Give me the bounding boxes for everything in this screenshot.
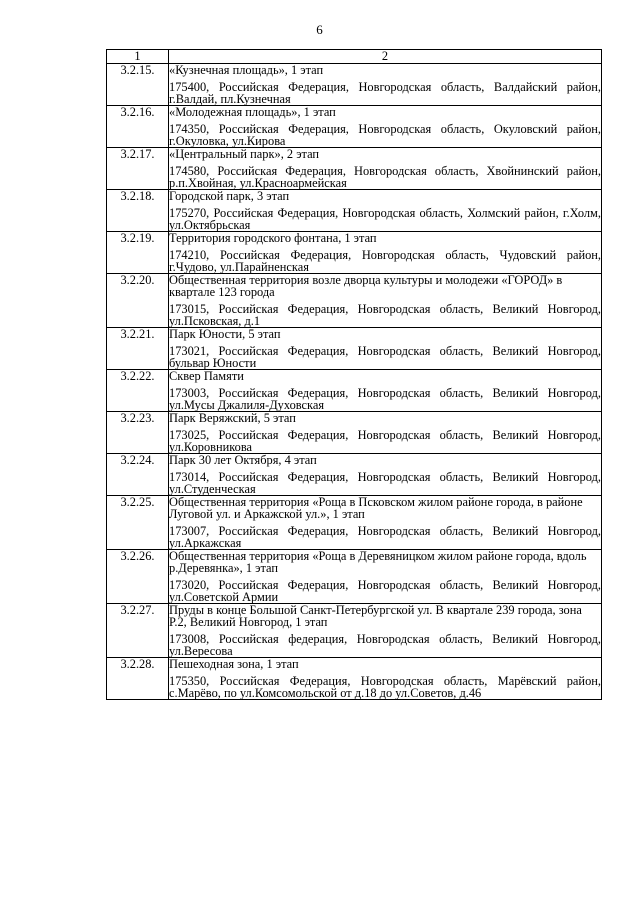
item-address: 175270, Российская Федерация, Новгородская область, Холмский район, г.Холм, ул.Октябрьская [169, 206, 601, 232]
item-title: Общественная территория «Роща в Деревяницком жилом районе города, вдоль р.Деревянка», 1 этап [169, 549, 587, 575]
item-number: 3.2.19. [107, 232, 169, 274]
objects-table [106, 49, 602, 700]
item-description [169, 328, 602, 370]
item-address: 173021, Российская Федерация, Новгородская область, Великий Новгород, бульвар Юности [169, 344, 601, 370]
item-title: Парк Веряжский, 5 этап [169, 411, 296, 425]
column-header-1: 1 [107, 50, 169, 64]
table-row [107, 604, 602, 658]
item-address: 173025, Российская Федерация, Новгородская область, Великий Новгород, ул.Коровникова [169, 428, 601, 454]
item-description [169, 190, 602, 232]
item-number: 3.2.18. [107, 190, 169, 232]
item-title: Общественная территория возле дворца культуры и молодежи «ГОРОД» в квартале 123 города [169, 273, 563, 299]
item-description [169, 412, 602, 454]
table-row [107, 658, 602, 700]
item-number: 3.2.21. [107, 328, 169, 370]
table-row [107, 148, 602, 190]
item-address: 173020, Российская Федерация, Новгородская область, Великий Новгород, ул.Советской Армии [169, 578, 601, 604]
item-description [169, 274, 602, 328]
item-address: 173007, Российская Федерация, Новгородская область, Великий Новгород, ул.Аркажская [169, 524, 601, 550]
item-address: 173003, Российская Федерация, Новгородская область, Великий Новгород, ул.Мусы Джалиля-Духовская [169, 386, 601, 412]
item-address: 174580, Российская Федерация, Новгородская область, Хвойнинский район, р.п.Хвойная, ул.Красноармейская [169, 164, 601, 190]
item-title: Территория городского фонтана, 1 этап [169, 231, 377, 245]
table-row [107, 190, 602, 232]
table-row [107, 232, 602, 274]
item-title: Пешеходная зона, 1 этап [169, 657, 299, 671]
table-row [107, 274, 602, 328]
item-description [169, 454, 602, 496]
item-description [169, 604, 602, 658]
table-body [107, 64, 602, 700]
table-header [107, 50, 602, 64]
item-description [169, 232, 602, 274]
item-title: Сквер Памяти [169, 369, 244, 383]
item-title: Общественная территория «Роща в Псковском жилом районе города, в районе Луговой ул. и Аркажской ул.», 1 этап [169, 495, 583, 521]
item-number: 3.2.22. [107, 370, 169, 412]
item-number: 3.2.27. [107, 604, 169, 658]
item-number: 3.2.25. [107, 496, 169, 550]
item-title: Парк 30 лет Октября, 4 этап [169, 453, 317, 467]
item-description [169, 496, 602, 550]
item-title: Пруды в конце Большой Санкт-Петербургской ул. В квартале 239 города, зона Р.2, Великий Новгород, 1 этап [169, 603, 582, 629]
item-title: «Центральный парк», 2 этап [169, 147, 320, 161]
item-description [169, 148, 602, 190]
table-row [107, 496, 602, 550]
column-header-2: 2 [169, 50, 602, 64]
table-row [107, 328, 602, 370]
item-number: 3.2.24. [107, 454, 169, 496]
item-description [169, 658, 602, 700]
item-address: 174210, Российская Федерация, Новгородская область, Чудовский район, г.Чудово, ул.Парайненская [169, 248, 601, 274]
item-address: 175350, Российская Федерация, Новгородская область, Марёвский район, с.Марёво, по ул.Комсомольской от д.18 до ул.Советов, д.46 [169, 674, 601, 700]
item-address: 174350, Российская Федерация, Новгородская область, Окуловский район, г.Окуловка, ул.Кирова [169, 122, 601, 148]
table-row [107, 412, 602, 454]
item-title: Городской парк, 3 этап [169, 189, 290, 203]
item-address: 173008, Российская федерация, Новгородская область, Великий Новгород, ул.Вересова [169, 632, 601, 658]
item-number: 3.2.20. [107, 274, 169, 328]
item-description [169, 64, 602, 106]
item-description [169, 106, 602, 148]
item-address: 173015, Российская Федерация, Новгородская область, Великий Новгород, ул.Псковская, д.1 [169, 302, 601, 328]
item-number: 3.2.26. [107, 550, 169, 604]
page-number: 6 [316, 22, 323, 37]
item-description [169, 370, 602, 412]
table-row [107, 64, 602, 106]
item-address: 173014, Российская Федерация, Новгородская область, Великий Новгород, ул.Студенческая [169, 470, 601, 496]
item-address: 175400, Российская Федерация, Новгородская область, Валдайский район, г.Валдай, пл.Кузнечная [169, 80, 601, 106]
item-number: 3.2.23. [107, 412, 169, 454]
table-row [107, 370, 602, 412]
item-number: 3.2.28. [107, 658, 169, 700]
table-row [107, 106, 602, 148]
item-number: 3.2.17. [107, 148, 169, 190]
item-number: 3.2.15. [107, 64, 169, 106]
table-row [107, 550, 602, 604]
item-description [169, 550, 602, 604]
item-title: «Молодежная площадь», 1 этап [169, 105, 336, 119]
item-title: «Кузнечная площадь», 1 этап [169, 63, 324, 77]
item-number: 3.2.16. [107, 106, 169, 148]
table-row [107, 454, 602, 496]
item-title: Парк Юности, 5 этап [169, 327, 281, 341]
